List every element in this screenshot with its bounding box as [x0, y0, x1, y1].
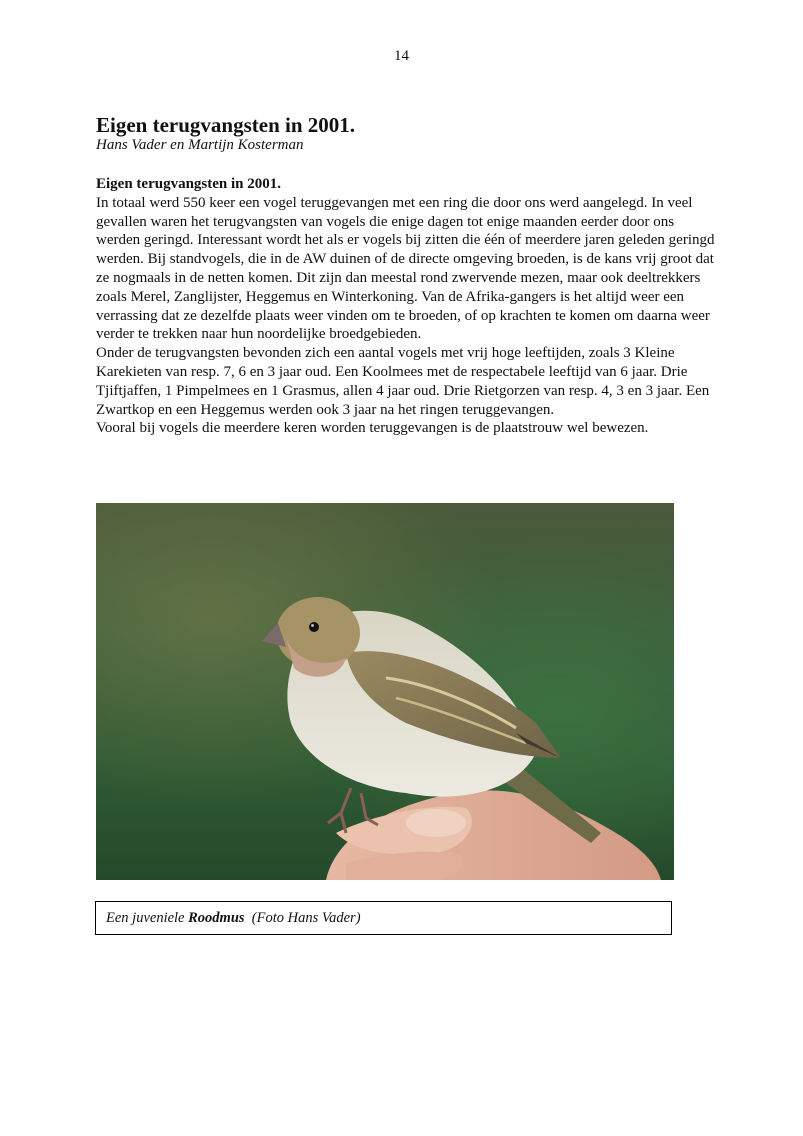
section-heading: Eigen terugvangsten in 2001.: [96, 176, 282, 192]
photo-caption: [106, 910, 361, 927]
caption-species: Roodmus: [188, 910, 245, 926]
paragraph-1: In totaal werd 550 keer een vogel teruggevangen met een ring die door ons werd aangelegd. In veel gevallen waren het terugvangsten van vogels die enige dagen tot enige maanden eerder door ons werden geringd. Interessant wordt het als er vogels bij zitten die één of meerdere jaren geleden geringd werden. Bij standvogels, die in de AW duinen of de directe omgeving broeden, is de kans vrij groot dat ze nogmaals in de netten komen. Dit zijn dan meestal rond zwervende mezen, maar ook deeltrekkers zoals Merel, Zanglijster, Heggemus en Winterkoning. Van de Afrika-gangers is het altijd weer een verrassing dat ze dezelfde plaats weer vinden om te broeden, of op krachten te komen om daarna weer verder te trekken naar hun noordelijke broedgebieden.: [96, 194, 715, 343]
article-section: [96, 175, 716, 438]
caption-box: [95, 901, 672, 935]
paragraph-3: Vooral bij vogels die meerdere keren worden teruggevangen is de plaatstrouw wel bewezen.: [96, 420, 649, 437]
caption-credit: (Foto Hans Vader): [251, 910, 361, 926]
article-authors: Hans Vader en Martijn Kosterman: [96, 137, 304, 153]
bird-photo: [96, 503, 674, 880]
page-number: 14: [394, 48, 409, 64]
body-text: [96, 194, 716, 438]
paragraph-2: Onder de terugvangsten bevonden zich een aantal vogels met vrij hoge leeftijden, zoals 3 Kleine Karekieten van resp. 7, 6 en 3 jaar oud. Een Koolmees met de respectabele leeftijd van 6 jaar. Drie Tjiftjaffen, 1 Pimpelmees en 1 Grasmus, allen 4 jaar oud. Drie Rietgorzen van resp. 4, 3 en 3 jaar. Een Zwartkop en een Heggemus werden ook 3 jaar na het ringen teruggevangen.: [96, 345, 710, 418]
caption-prefix: Een juveniele: [106, 910, 185, 926]
article-title: Eigen terugvangsten in 2001.: [96, 113, 356, 137]
